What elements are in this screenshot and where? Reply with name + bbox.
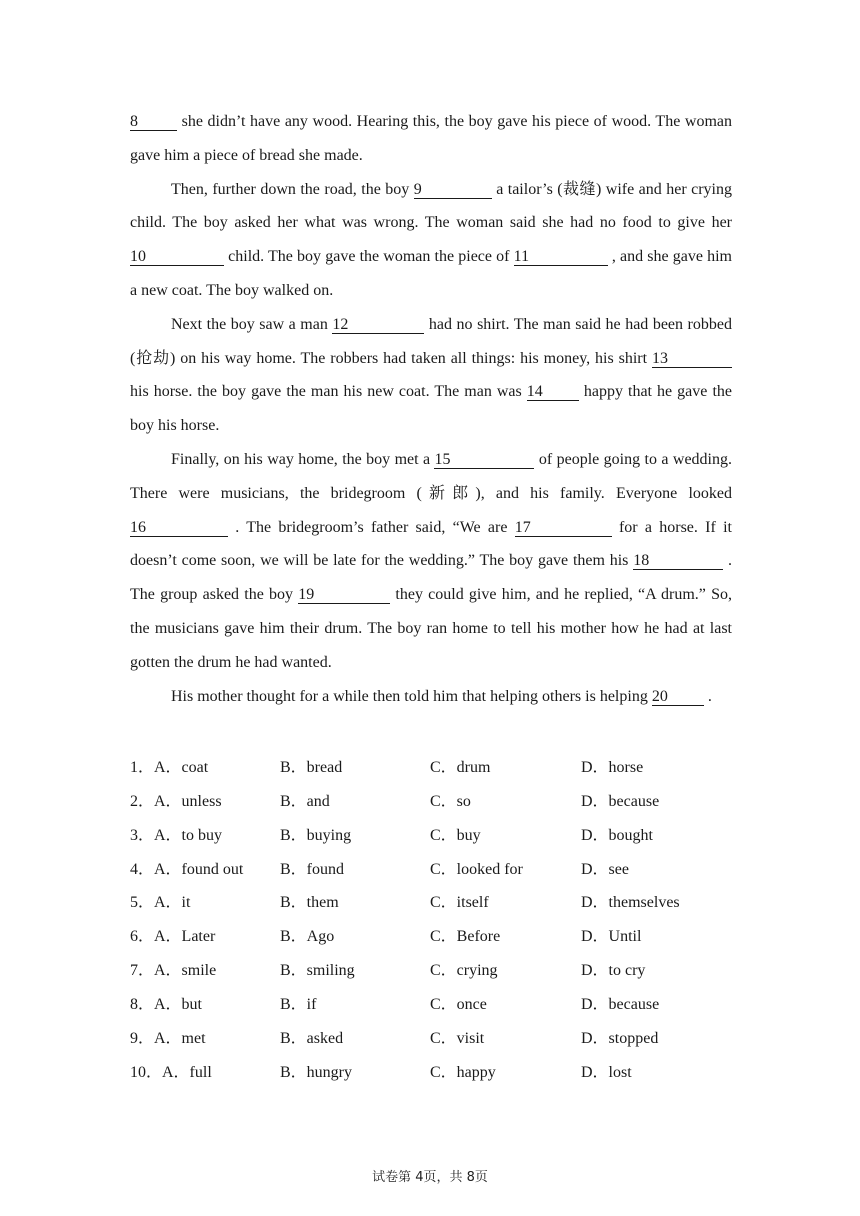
option-a: 2．A．unless <box>130 792 222 810</box>
paragraph-text: his horse. the boy gave the man his new coat. The man was <box>130 383 527 401</box>
option-b: B．asked <box>280 1029 344 1047</box>
blank-19: 19 <box>298 586 390 604</box>
blank-17: 17 <box>515 519 612 537</box>
option-b: B．smiling <box>280 962 355 980</box>
option-a: 10．A．full <box>130 1063 212 1081</box>
question-row <box>130 815 732 849</box>
option-d: D．themselves <box>581 894 680 912</box>
paragraph-5 <box>130 680 732 714</box>
option-c: C．itself <box>430 894 489 912</box>
page-footer: 试卷第 4页，共 8页 <box>372 1170 488 1185</box>
option-b: B．found <box>280 860 345 878</box>
option-c: C．so <box>430 792 471 810</box>
paragraph-text: . The group asked the boy <box>130 552 732 604</box>
option-a: 1．A．coat <box>130 759 209 776</box>
option-b: B．hungry <box>280 1063 353 1081</box>
paragraph-text: Then, further down the road, the boy <box>171 180 414 198</box>
option-b: B．Ago <box>280 928 335 946</box>
option-d: D．because <box>581 792 660 810</box>
option-b: B．them <box>280 894 339 912</box>
blank-20: 20 <box>652 688 704 706</box>
paragraph-text: a tailor’s (裁缝) wife and her crying child. The boy asked her what was wrong. The woman said she had no food to give her <box>130 180 732 232</box>
answer-options <box>130 747 732 1085</box>
option-a: 5．A．it <box>130 894 191 912</box>
question-row <box>130 882 732 916</box>
paragraph-text: His mother thought for a while then told him that helping others is helping <box>171 687 652 705</box>
question-row <box>130 1018 732 1052</box>
option-c: C．buy <box>430 826 481 844</box>
option-b: B．buying <box>280 826 352 844</box>
option-c: C．drum <box>430 759 491 776</box>
paragraph-4 <box>130 443 732 680</box>
question-row <box>130 1052 732 1086</box>
option-d: D．because <box>581 995 660 1013</box>
question-row <box>130 916 732 950</box>
blank-9: 9 <box>414 181 492 199</box>
blank-15: 15 <box>434 451 534 469</box>
option-d: D．horse <box>581 759 644 776</box>
paragraph-1 <box>130 105 732 173</box>
paragraph-text: . <box>703 687 712 705</box>
paragraph-text: , and she gave him a new coat. The boy walked on. <box>130 248 732 299</box>
blank-12: 12 <box>332 316 424 334</box>
option-b: B．and <box>280 792 330 810</box>
option-c: C．Before <box>430 928 501 946</box>
cloze-passage <box>130 105 732 713</box>
option-a: 7．A．smile <box>130 962 217 980</box>
option-b: B．bread <box>280 759 343 776</box>
option-c: C．happy <box>430 1063 496 1081</box>
paragraph-text: child. The boy gave the woman the piece of <box>224 248 514 266</box>
option-a: 4．A．found out <box>130 860 244 878</box>
option-d: D．stopped <box>581 1029 659 1047</box>
paragraph-text: . The bridegroom’s father said, “We are <box>228 518 515 536</box>
question-row <box>130 950 732 984</box>
option-a: 3．A．to buy <box>130 826 223 844</box>
option-b: B．if <box>280 995 317 1013</box>
option-c: C．visit <box>430 1029 485 1047</box>
paragraph-2 <box>130 173 732 308</box>
question-row <box>130 747 732 781</box>
paragraph-text: Finally, on his way home, the boy met a <box>171 450 435 468</box>
option-d: D．Until <box>581 928 642 946</box>
option-a: 9．A．met <box>130 1029 206 1047</box>
blank-16: 16 <box>130 519 228 537</box>
blank-14: 14 <box>527 383 579 401</box>
option-d: D．to cry <box>581 962 646 980</box>
paragraph-text: they could give him, and he replied, “A drum.” So, the musicians gave him their drum. The boy ran home to tell his mother how he had at last gotten the drum he had wanted. <box>130 586 732 671</box>
option-a: 8．A．but <box>130 995 203 1013</box>
question-row <box>130 849 732 883</box>
blank-18: 18 <box>633 552 723 570</box>
blank-8: 8 <box>130 113 177 131</box>
option-a: 6．A．Later <box>130 928 216 946</box>
option-d: D．see <box>581 860 629 878</box>
question-row <box>130 984 732 1018</box>
paragraph-3 <box>130 308 732 443</box>
question-row <box>130 781 732 815</box>
paragraph-text: for a horse. If it doesn’t come soon, we will be late for the wedding.” The boy gave them his <box>130 518 732 570</box>
paragraph-text: Next the boy saw a man <box>171 315 333 333</box>
option-d: D．bought <box>581 826 654 844</box>
option-d: D．lost <box>581 1063 632 1081</box>
option-c: C．once <box>430 995 487 1013</box>
blank-10: 10 <box>130 248 224 266</box>
paragraph-text: she didn’t have any wood. Hearing this, the boy gave his piece of wood. The woman gave him a piece of bread she made. <box>130 113 732 164</box>
paragraph-text: happy that he gave the boy his horse. <box>130 383 732 435</box>
option-c: C．crying <box>430 962 498 980</box>
option-c: C．looked for <box>430 860 523 878</box>
paragraph-text: of people going to a wedding. There were musicians, the bridegroom (新郎), and his family. Everyone looked <box>130 450 732 502</box>
paragraph-text: had no shirt. The man said he had been robbed (抢劫) on his way home. The robbers had taken all things: his money, his shirt <box>130 315 732 367</box>
blank-13: 13 <box>652 350 732 368</box>
blank-11: 11 <box>514 248 608 266</box>
